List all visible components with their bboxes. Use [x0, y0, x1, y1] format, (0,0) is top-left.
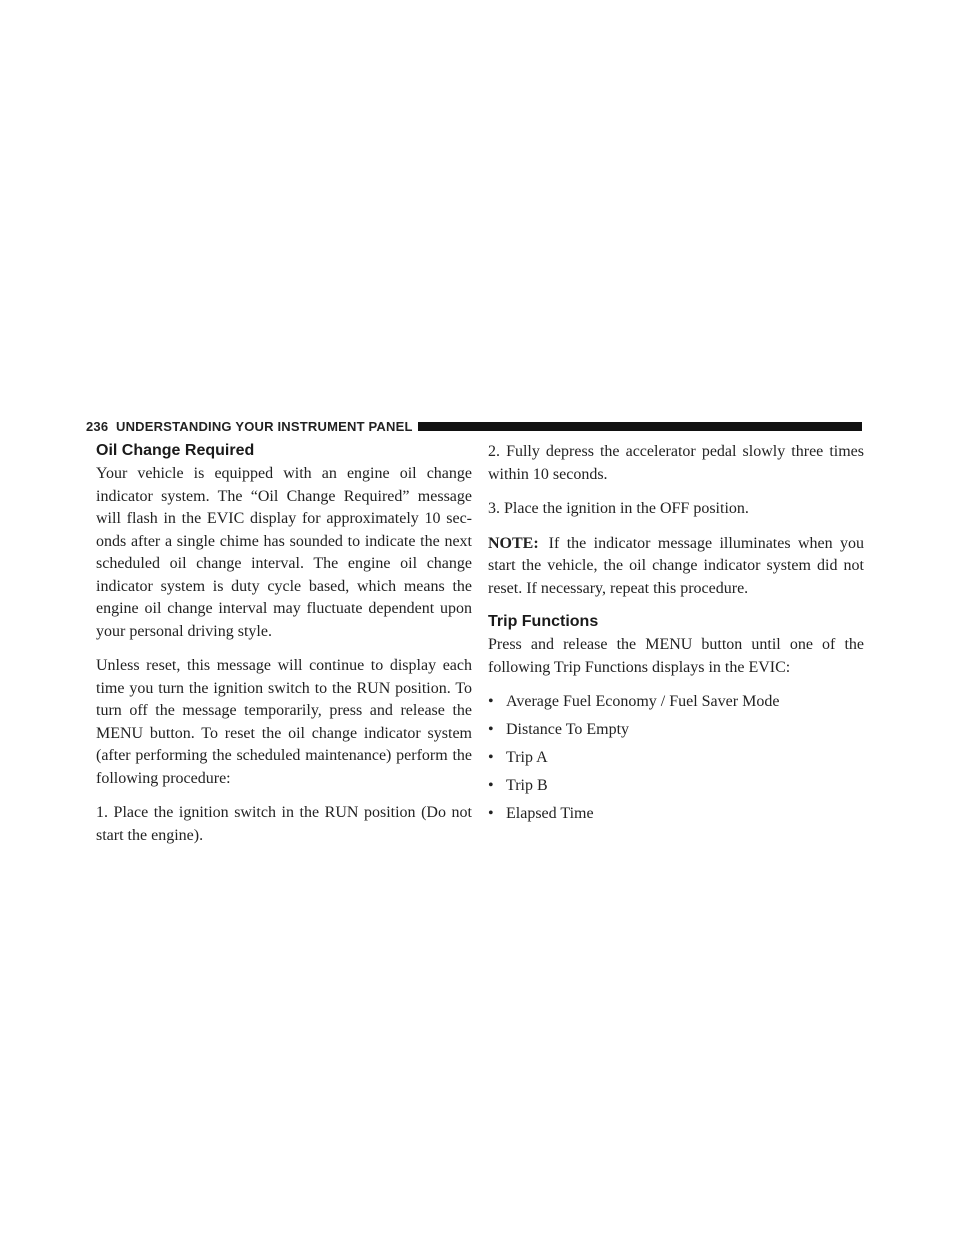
page-header — [86, 419, 862, 435]
list-item — [488, 803, 864, 826]
list-item — [488, 747, 864, 770]
list-item-text: Distance To Empty — [506, 721, 630, 738]
reset-step-1: 1. Place the ignition switch in the RUN position (Do not start the engine). — [96, 804, 472, 844]
bullet-icon: • — [488, 721, 494, 738]
list-item — [488, 775, 864, 798]
bullet-icon: • — [488, 805, 494, 822]
oil-change-paragraph-1: Your vehicle is equipped with an engine oil change indicator system. The “Oil Change Required” message will flash in the EVIC display for approximately 10 sec-onds after a single chime has sounded to indicate the next scheduled oil change interval. The engine oil change indicator system is duty cycle based, which means the engine oil change interval may fluctuate dependent upon your personal driving style. — [96, 465, 472, 640]
reset-step-3: 3. Place the ignition in the OFF position. — [488, 500, 749, 517]
left-column — [96, 441, 472, 859]
oil-change-heading: Oil Change Required — [96, 442, 255, 459]
note-label: NOTE: — [488, 534, 539, 552]
list-item-text: Average Fuel Economy / Fuel Saver Mode — [506, 693, 780, 710]
note-text: If the indicator message illuminates when you start the vehicle, the oil change indicator system did not reset. If necessary, repeat this procedure. — [488, 534, 864, 597]
bullet-icon: • — [488, 777, 494, 794]
page-number: 236 — [86, 419, 109, 434]
bullet-icon: • — [488, 749, 494, 766]
trip-functions-heading: Trip Functions — [488, 613, 599, 630]
section-title: UNDERSTANDING YOUR INSTRUMENT PANEL — [116, 419, 413, 434]
oil-change-paragraph-2: Unless reset, this message will continue to display each time you turn the ignition switch to the RUN position. To turn off the message temporarily, press and release the MENU button. To reset the oil change indicator system (after performing the scheduled maintenance) perform the following procedure: — [96, 657, 472, 787]
list-item-text: Elapsed Time — [506, 805, 594, 822]
bullet-icon: • — [488, 693, 494, 710]
list-item — [488, 719, 864, 742]
trip-functions-intro: Press and release the MENU button until one of the following Trip Functions displays in the EVIC: — [488, 636, 864, 676]
list-item — [488, 691, 864, 714]
reset-step-2: 2. Fully depress the accelerator pedal slowly three times within 10 seconds. — [488, 443, 864, 483]
header-rule — [418, 422, 862, 431]
right-column — [488, 441, 864, 831]
trip-functions-list — [488, 691, 864, 826]
list-item-text: Trip A — [506, 749, 548, 766]
note-paragraph — [488, 533, 864, 601]
list-item-text: Trip B — [506, 777, 548, 794]
